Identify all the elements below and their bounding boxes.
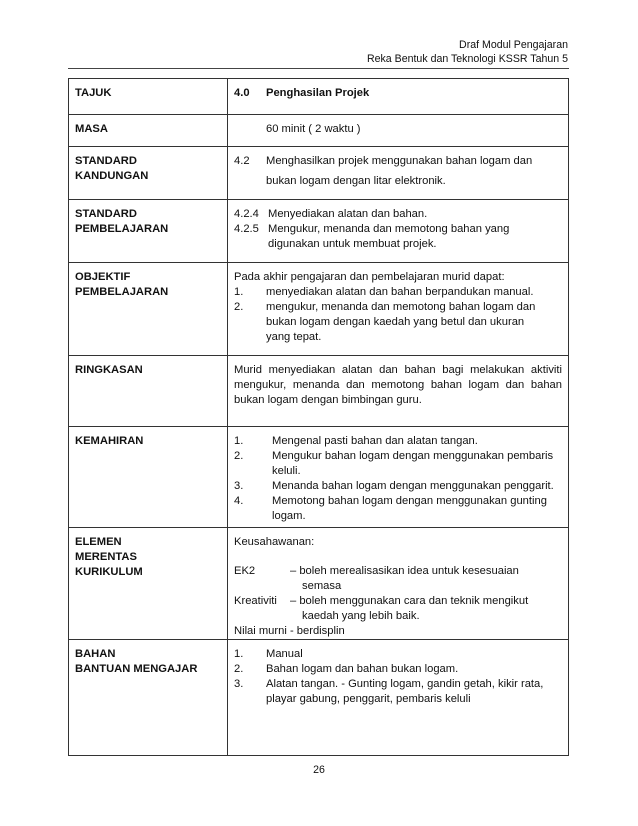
item-text: Alatan tangan. - Gunting logam, gandin getah, kikir rata, xyxy=(266,678,544,690)
item-continuation: bukan logam dengan kaedah yang betul dan ukuran xyxy=(266,316,525,328)
item-text: menyediakan alatan dan bahan berpandukan manual. xyxy=(266,286,534,298)
item-text: mengukur, menanda dan memotong bahan logam dan xyxy=(266,301,536,313)
item-number: 4.2.4 xyxy=(234,208,259,220)
label-line: PEMBELAJARAN xyxy=(75,223,169,235)
header-divider xyxy=(68,68,569,69)
value-elemen xyxy=(228,528,569,640)
label-standard-kandungan xyxy=(69,147,228,200)
list-item xyxy=(234,222,562,237)
item-number: 1. xyxy=(234,435,244,447)
table-row-tajuk xyxy=(69,79,569,115)
label-line: STANDARD xyxy=(75,208,137,220)
item-text: Mengukur, menanda dan memotong bahan yang xyxy=(268,223,510,235)
value-masa xyxy=(228,115,569,147)
item-continuation: playar gabung, penggarit, pembaris keluli xyxy=(266,693,471,705)
tajuk-number: 4.0 xyxy=(234,87,250,99)
value-ringkasan xyxy=(228,356,569,427)
item-text: Mengenal pasti bahan dan alatan tangan. xyxy=(272,435,478,447)
item-number: 2. xyxy=(234,301,244,313)
list-item xyxy=(234,677,562,692)
label-tajuk: TAJUK xyxy=(69,79,228,115)
label-kemahiran: KEMAHIRAN xyxy=(69,427,228,528)
label-line: KURIKULUM xyxy=(75,566,143,578)
list-item xyxy=(234,594,562,609)
value-objektif xyxy=(228,263,569,356)
item-continuation: semasa xyxy=(302,580,342,592)
list-item xyxy=(234,207,562,222)
ringkasan-line: bukan logam dengan bimbingan guru. xyxy=(234,394,422,406)
kreativiti-text: – boleh menggunakan cara dan teknik mengikut xyxy=(290,595,529,607)
list-item xyxy=(234,434,562,449)
item-text: Menanda bahan logam dengan menggunakan penggarit. xyxy=(272,480,554,492)
item-text: Bahan logam dan bahan bukan logam. xyxy=(266,663,459,675)
tajuk-title: Penghasilan Projek xyxy=(266,87,370,99)
label-line: BAHAN xyxy=(75,648,116,660)
label-line: KANDUNGAN xyxy=(75,170,149,182)
module-table xyxy=(68,78,569,756)
label-line: BANTUAN MENGAJAR xyxy=(75,663,198,675)
sk-number: 4.2 xyxy=(234,155,250,167)
value-tajuk xyxy=(228,79,569,115)
item-continuation: yang tepat. xyxy=(266,331,322,343)
value-kemahiran xyxy=(228,427,569,528)
table-row-bahan xyxy=(69,640,569,756)
value-standard-pembelajaran xyxy=(228,200,569,263)
label-line: MERENTAS xyxy=(75,551,137,563)
ringkasan-line: Murid menyediakan alatan dan bahan bagi melakukan aktiviti xyxy=(234,364,562,376)
item-number: 3. xyxy=(234,678,244,690)
table-row-elemen xyxy=(69,528,569,640)
item-number: 1. xyxy=(234,648,244,660)
value-standard-kandungan xyxy=(228,147,569,200)
sk-line2: bukan logam dengan litar elektronik. xyxy=(266,175,446,187)
item-continuation: digunakan untuk membuat projek. xyxy=(268,238,437,250)
item-text: Menyediakan alatan dan bahan. xyxy=(268,208,428,220)
item-text: Mengukur bahan logam dengan menggunakan pembaris xyxy=(272,450,554,462)
item-number: 2. xyxy=(234,663,244,675)
label-masa: MASA xyxy=(69,115,228,147)
ek2-key: EK2 xyxy=(234,565,256,577)
header-module-title: Draf Modul Pengajaran xyxy=(459,39,568,51)
list-item xyxy=(234,449,562,464)
label-line: STANDARD xyxy=(75,155,137,167)
list-item xyxy=(234,662,562,677)
item-text: Memotong bahan logam dengan menggunakan gunting xyxy=(272,495,547,507)
item-text: Manual xyxy=(266,648,303,660)
item-continuation: keluli. xyxy=(272,465,301,477)
elemen-heading: Keusahawanan: xyxy=(234,536,315,548)
ek2-text: – boleh merealisasikan idea untuk kesesuaian xyxy=(290,565,519,577)
label-objektif xyxy=(69,263,228,356)
page-header xyxy=(367,38,568,66)
label-elemen xyxy=(69,528,228,640)
kreativiti-key: Kreativiti xyxy=(234,595,277,607)
list-item xyxy=(234,564,562,579)
label-line: PEMBELAJARAN xyxy=(75,286,169,298)
table-row-masa xyxy=(69,115,569,147)
item-continuation: logam. xyxy=(272,510,306,522)
item-number: 4.2.5 xyxy=(234,223,259,235)
list-item xyxy=(234,494,562,509)
item-number: 4. xyxy=(234,495,244,507)
item-continuation: kaedah yang lebih baik. xyxy=(302,610,420,622)
item-number: 3. xyxy=(234,480,244,492)
list-item xyxy=(234,300,562,315)
page-number: 26 xyxy=(313,764,325,776)
objektif-intro: Pada akhir pengajaran dan pembelajaran murid dapat: xyxy=(234,271,505,283)
ringkasan-line: mengukur, menanda dan memotong bahan logam dan bahan xyxy=(234,379,562,391)
list-item xyxy=(234,647,562,662)
item-number: 1. xyxy=(234,286,244,298)
masa-value: 60 minit ( 2 waktu ) xyxy=(266,123,361,135)
label-line: OBJEKTIF xyxy=(75,271,131,283)
item-number: 2. xyxy=(234,450,244,462)
table-row-kemahiran xyxy=(69,427,569,528)
table-row-standard-pembelajaran xyxy=(69,200,569,263)
table-row-ringkasan xyxy=(69,356,569,427)
label-bahan xyxy=(69,640,228,756)
label-line: ELEMEN xyxy=(75,536,122,548)
label-ringkasan: RINGKASAN xyxy=(69,356,228,427)
label-standard-pembelajaran xyxy=(69,200,228,263)
table-row-standard-kandungan xyxy=(69,147,569,200)
header-subject-title: Reka Bentuk dan Teknologi KSSR Tahun 5 xyxy=(366,53,568,65)
sk-line1: Menghasilkan projek menggunakan bahan logam dan xyxy=(266,155,533,167)
table-row-objektif xyxy=(69,263,569,356)
nilai-murni: Nilai murni - berdisplin xyxy=(234,625,345,637)
list-item xyxy=(234,285,562,300)
list-item xyxy=(234,479,562,494)
value-bahan xyxy=(228,640,569,756)
